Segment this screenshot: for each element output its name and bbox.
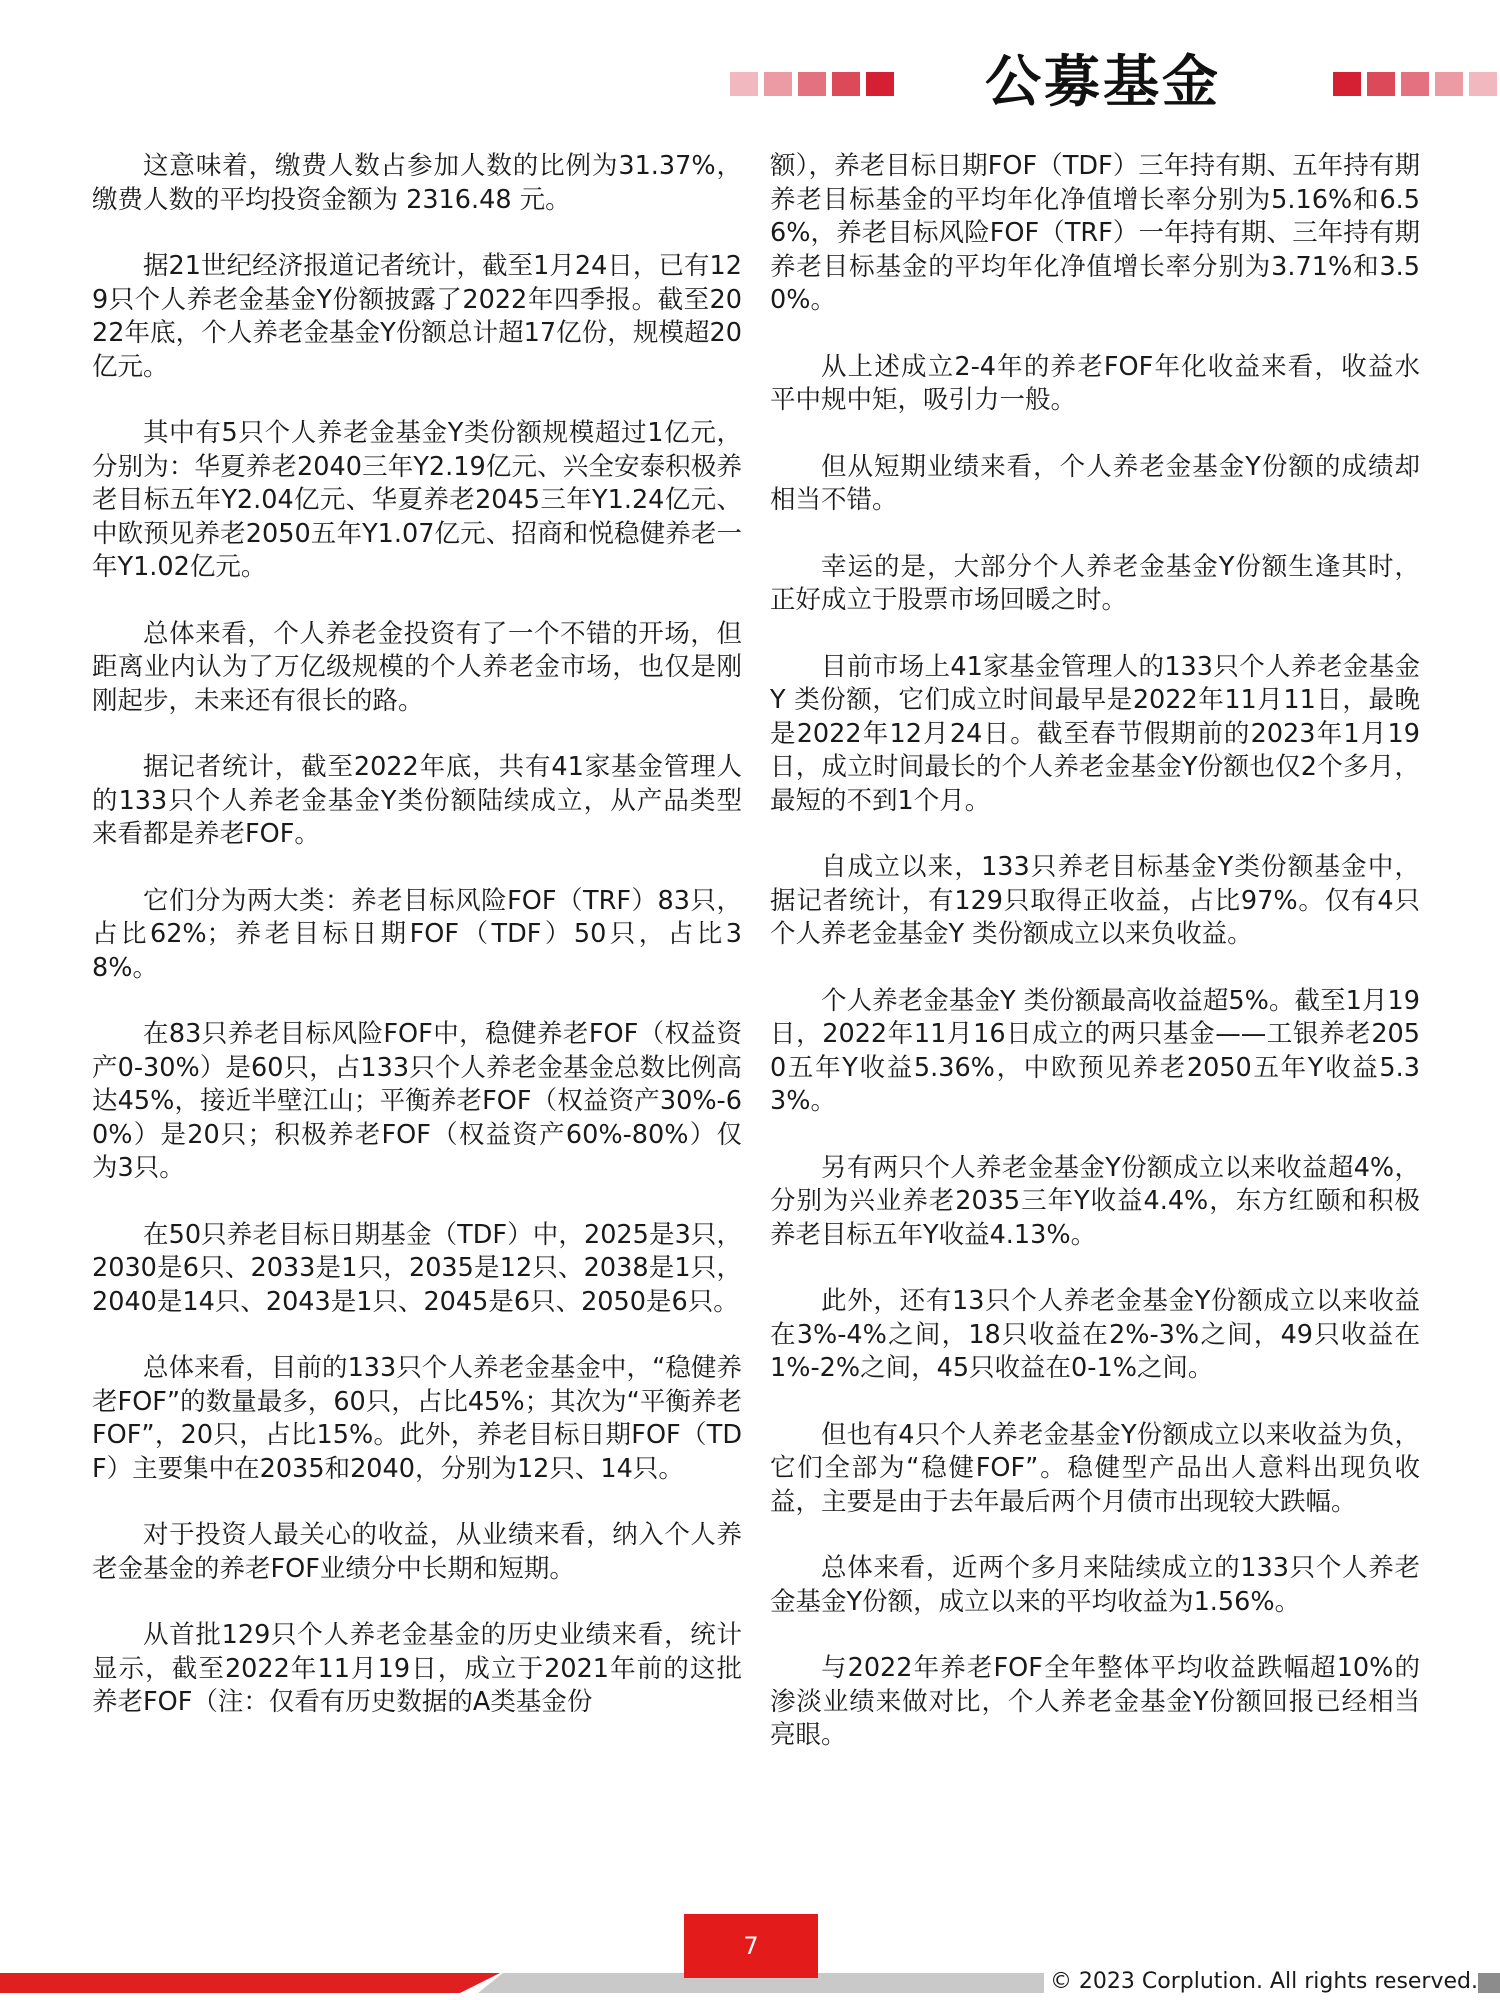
paragraph: 另有两只个人养老金基金Y份额成立以来收益超4%，分别为兴业养老2035三年Y收益4.4%，东方红颐和积极养老目标五年Y收益4.13%。 (770, 1152, 1420, 1250)
paragraph: 个人养老金基金Y 类份额最高收益超5%。截至1月19日，2022年11月16日成立的两只基金——工银养老2050五年Y收益5.36%，中欧预见养老2050五年Y收益5.33%。 (770, 985, 1420, 1116)
paragraph: 这意味着，缴费人数占参加人数的比例为31.37%，缴费人数的平均投资金额为 2316.48 元。 (92, 151, 742, 215)
paragraph: 从首批129只个人养老金基金的历史业绩来看，统计显示，截至2022年11月19日，成立于2021年前的这批养老FOF（注：仅看有历史数据的A类基金份 (92, 1620, 742, 1717)
deco-block (798, 72, 826, 96)
paragraph: 总体来看，个人养老金投资有了一个不错的开场，但距离业内认为了万亿级规模的个人养老金市场，也仅是刚刚起步，未来还有很长的路。 (92, 618, 742, 716)
header-decoration-left (730, 72, 894, 96)
footer-band-red (0, 1973, 500, 1993)
paragraph: 它们分为两大类：养老目标风险FOF（TRF）83只，占比62%；养老目标日期FOF（TDF）50只，占比38%。 (92, 885, 742, 983)
paragraph: 其中有5只个人养老金基金Y类份额规模超过1亿元，分别为：华夏养老2040三年Y2.19亿元、兴全安泰积极养老目标五年Y2.04亿元、华夏养老2045三年Y1.24亿元、中欧预见养老2050五年Y1.07亿元、招商和悦稳健养老一年Y1.02亿元。 (92, 418, 742, 582)
paragraph: 总体来看，目前的133只个人养老金基金中，“稳健养老FOF”的数量最多，60只，占比45%；其次为“平衡养老FOF”，20只，占比15%。此外，养老目标日期FOF（TDF）主要集中在2035和2040，分别为12只、14只。 (92, 1353, 742, 1484)
page-number: 7 (684, 1914, 818, 1978)
paragraph: 目前市场上41家基金管理人的133只个人养老金基金Y 类份额，它们成立时间最早是2022年11月11日，最晚是2022年12月24日。截至春节假期前的2023年1月19日，成立时间最长的个人养老金基金Y份额也仅2个多月，最短的不到1个月。 (770, 651, 1420, 816)
paragraph: 与2022年养老FOF全年整体平均收益跌幅超10%的渗淡业绩来做对比，个人养老金基金Y份额回报已经相当亮眼。 (770, 1653, 1420, 1750)
paragraph: 幸运的是，大部分个人养老金基金Y份额生逢其时，正好成立于股票市场回暖之时。 (770, 551, 1420, 615)
paragraph: 据记者统计，截至2022年底，共有41家基金管理人的133只个人养老金基金Y类份额陆续成立，从产品类型来看都是养老FOF。 (92, 752, 742, 849)
paragraph-continued: 额），养老目标日期FOF（TDF）三年持有期、五年持有期养老目标基金的平均年化净值增长率分别为5.16%和6.56%，养老目标风险FOF（TRF）一年持有期、三年持有期养老目标基金的平均年化净值增长率分别为3.71%和3.50%。 (770, 151, 1420, 315)
paragraph: 据21世纪经济报道记者统计，截至1月24日，已有129只个人养老金基金Y份额披露了2022年四季报。截至2022年底，个人养老金基金Y份额总计超17亿份，规模超20亿元。 (92, 251, 742, 382)
paragraph: 在50只养老目标日期基金（TDF）中，2025是3只，2030是6只、2033是1只，2035是12只、2038是1只，2040是14只、2043是1只、2045是6只、2050是6只。 (92, 1219, 742, 1317)
deco-block (1435, 72, 1463, 96)
paragraph: 自成立以来，133只养老目标基金Y类份额基金中，据记者统计，有129只取得正收益，占比97%。仅有4只个人养老金基金Y 类份额成立以来负收益。 (770, 852, 1420, 949)
page-header (0, 0, 1500, 130)
paragraph: 此外，还有13只个人养老金基金Y份额成立以来收益在3%-4%之间，18只收益在2%-3%之间，49只收益在1%-2%之间，45只收益在0-1%之间。 (770, 1286, 1420, 1383)
paragraph: 但也有4只个人养老金基金Y份额成立以来收益为负，它们全部为“稳健FOF”。稳健型产品出人意料出现负收益，主要是由于去年最后两个月债市出现较大跌幅。 (770, 1419, 1420, 1517)
deco-block (866, 72, 894, 96)
paragraph: 总体来看，近两个多月来陆续成立的133只个人养老金基金Y份额，成立以来的平均收益为1.56%。 (770, 1553, 1420, 1617)
deco-block (764, 72, 792, 96)
paragraph: 对于投资人最关心的收益，从业绩来看，纳入个人养老金基金的养老FOF业绩分中长期和短期。 (92, 1520, 742, 1584)
copyright-notice: © 2023 Corplution. All rights reserved. (1044, 1966, 1478, 1998)
right-column (770, 150, 1420, 1786)
left-column (92, 150, 742, 1753)
deco-block (1367, 72, 1395, 96)
paragraph: 从上述成立2-4年的养老FOF年化收益来看，收益水平中规中矩，吸引力一般。 (770, 351, 1420, 415)
deco-block (1469, 72, 1497, 96)
deco-block (832, 72, 860, 96)
paragraph: 在83只养老目标风险FOF中，稳健养老FOF（权益资产0-30%）是60只，占133只个人养老金基金总数比例高达45%，接近半壁江山；平衡养老FOF（权益资产30%-60%）是20只；积极养老FOF（权益资产60%-80%）仅为3只。 (92, 1019, 742, 1183)
header-decoration-right (1333, 72, 1497, 96)
section-title: 公募基金 (985, 50, 1221, 115)
deco-block (1333, 72, 1361, 96)
deco-block (1401, 72, 1429, 96)
deco-block (730, 72, 758, 96)
paragraph: 但从短期业绩来看，个人养老金基金Y份额的成绩却相当不错。 (770, 451, 1420, 515)
